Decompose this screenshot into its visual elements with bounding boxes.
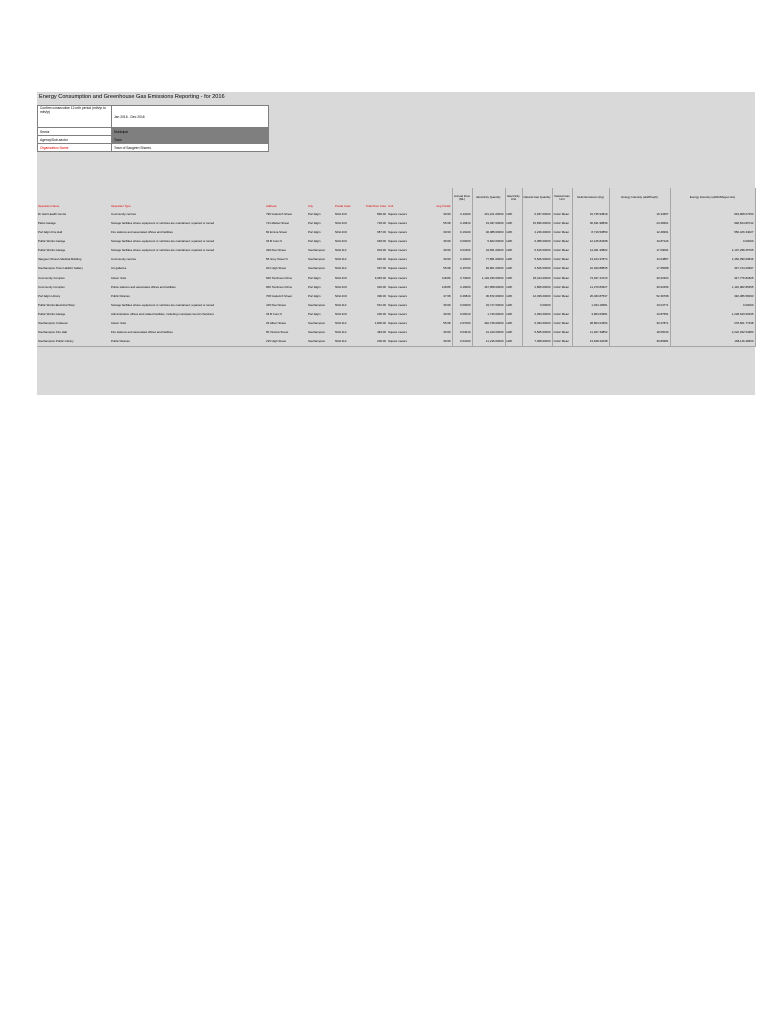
col-gas-unit[interactable]: Natural Gas Unit — [552, 188, 572, 210]
cell-unit[interactable]: Square meters — [388, 330, 407, 335]
cell-ghg[interactable]: 12,125.84298 — [572, 237, 609, 246]
cell-postal[interactable]: N0H 2L0 — [335, 266, 347, 271]
cell-type[interactable]: Fire stations and associated offices and facilities — [111, 330, 173, 335]
col-floor-area[interactable]: Total Floor Area — [365, 203, 386, 208]
cell-gas-qty[interactable]: 6,386.00000 — [522, 237, 552, 246]
cell-gas-unit[interactable]: Cubic Meter — [552, 210, 572, 219]
cell-type[interactable]: Art galleries — [111, 266, 127, 271]
cell-hours[interactable]: 118.86 — [441, 275, 451, 280]
cell-gas-unit[interactable]: Cubic Meter — [552, 255, 572, 264]
cell-elec-qty[interactable]: 101,101.00000 — [472, 210, 505, 219]
col-operation-type[interactable]: Operation Type — [111, 203, 131, 208]
cell-unit[interactable]: Square meters — [388, 230, 407, 235]
cell-elec-unit[interactable]: kWh — [505, 328, 522, 337]
cell-hours[interactable]: 55.98 — [443, 266, 451, 271]
cell-type[interactable]: Police stations and associated offices and facilities — [111, 284, 176, 289]
cell-gas-unit[interactable]: Cubic Meter — [552, 292, 572, 301]
cell-city[interactable]: Southampton — [307, 337, 334, 347]
cell-elec-qty[interactable]: 1,740.00000 — [472, 310, 505, 319]
cell-name[interactable]: Southampton Coliseum — [38, 320, 69, 325]
cell-elec-qty[interactable]: 492,748.00000 — [472, 319, 505, 328]
cell-city[interactable]: Southampton — [308, 248, 326, 253]
cell-ei-sqft[interactable]: 16.34357 — [609, 210, 670, 219]
cell-address[interactable]: 201 High Street — [266, 266, 287, 271]
cell-hours[interactable]: 55.98 — [443, 220, 451, 225]
cell-unit[interactable]: Square meters — [388, 293, 407, 298]
cell-elec-unit[interactable]: kWh — [505, 255, 522, 264]
cell-gas-qty[interactable]: 2,805.00000 — [522, 283, 552, 292]
cell-address[interactable]: 33 B Conc 6 — [266, 311, 282, 316]
cell-address[interactable]: 26 Albert Street — [266, 320, 286, 325]
cell-elec-qty[interactable]: 19,497.00000 — [472, 219, 505, 228]
cell-ei-sqft[interactable]: 13.64887 — [609, 255, 670, 264]
cell-ei-ml[interactable]: 2,222,032.54383 — [670, 328, 755, 337]
cell-name[interactable]: Saugeen Shores Medical Building — [38, 257, 82, 262]
cell-elec-qty[interactable]: 34,717.00000 — [472, 301, 505, 310]
cell-elec-unit[interactable]: kWh — [505, 246, 522, 255]
cell-postal[interactable]: N0H 2L0 — [335, 330, 347, 335]
cell-flow[interactable]: 3.73000 — [452, 274, 472, 283]
cell-ei-sqft[interactable]: 18.65040 — [609, 328, 670, 337]
cell-ei-ml[interactable]: 347,776.81825 — [670, 274, 755, 283]
cell-area[interactable]: 200.00 — [377, 311, 386, 316]
cell-elec-unit[interactable]: kWh — [505, 319, 522, 328]
cell-unit[interactable]: Square meters — [387, 337, 417, 347]
table-row — [37, 255, 755, 264]
cell-postal[interactable]: N0H 2L0 — [335, 302, 347, 307]
table-row — [37, 301, 755, 310]
cell-city[interactable]: Port Elgin — [308, 220, 321, 225]
cell-postal[interactable]: N0H 2C0 — [335, 275, 347, 280]
cell-city[interactable]: Port Elgin — [308, 293, 321, 298]
cell-type[interactable]: Storage facilities where equipment or vehicles are maintained, repaired or stored — [111, 302, 215, 307]
cell-unit[interactable]: Square meters — [388, 248, 407, 253]
cell-gas-unit[interactable]: Cubic Meter — [552, 274, 572, 283]
cell-city[interactable]: Port Elgin — [308, 230, 321, 235]
cell-type[interactable]: Fire stations and associated offices and facilities — [111, 230, 173, 235]
cell-elec-unit[interactable]: kWh — [505, 265, 522, 274]
cell-gas-qty[interactable]: 6,937.00000 — [522, 210, 552, 219]
cell-ei-sqft[interactable]: 10.04771 — [609, 301, 670, 310]
cell-name[interactable]: Public Works Garage — [38, 248, 66, 253]
cell-hours[interactable]: 55.98 — [443, 320, 451, 325]
cell-ei-sqft[interactable]: 24.28461 — [609, 219, 670, 228]
cell-flow[interactable]: 0.01000 — [452, 337, 472, 347]
cell-area[interactable]: 1,800.00 — [374, 320, 386, 325]
col-gas-quantity[interactable]: Natural Gas Quantity — [522, 188, 552, 210]
table-row — [37, 337, 755, 347]
cell-gas-qty[interactable]: 18,444.00000 — [522, 274, 552, 283]
table-row — [37, 228, 755, 237]
cell-gas-qty[interactable]: 5,526.00000 — [522, 255, 552, 264]
cell-gas-unit[interactable]: Cubic Meter — [552, 319, 572, 328]
col-annual-flow[interactable]: Annual Flow (ML) — [452, 188, 472, 210]
cell-ei-sqft[interactable]: 10.87126 — [609, 237, 670, 246]
cell-area[interactable]: 648.00 — [377, 239, 386, 244]
cell-ghg[interactable]: 1,034.16681 — [572, 301, 609, 310]
col-energy-intensity-ml[interactable]: Energy Intensity (ekWh/Mega Litre) — [670, 188, 755, 210]
cell-ei-ml[interactable]: 492,386.56093 — [670, 292, 755, 301]
cell-elec-unit[interactable]: kWh — [505, 210, 522, 219]
cell-name[interactable]: Public Works Garage — [38, 311, 66, 316]
cell-unit[interactable]: Square meters — [388, 320, 407, 325]
cell-gas-unit[interactable]: Cubic Meter — [552, 237, 572, 246]
cell-ghg[interactable]: 16,745.93819 — [572, 210, 609, 219]
cell-ghg[interactable]: 8,719.50850 — [572, 228, 609, 237]
cell-area[interactable]: 687.00 — [377, 230, 386, 235]
cell-flow[interactable]: 0.16100 — [452, 228, 472, 237]
cell-type[interactable]: Storage facilities where equipment or vehicles are maintained, repaired or stored — [111, 239, 215, 244]
cell-area[interactable]: 3,945.00 — [374, 275, 386, 280]
sector-value[interactable]: Municipal — [112, 128, 269, 136]
cell-address[interactable]: 50 Victoria Street — [266, 330, 289, 335]
cell-postal[interactable]: N0H 2C0 — [335, 239, 347, 244]
cell-gas-qty[interactable]: 6,393.00000 — [522, 319, 552, 328]
cell-elec-unit[interactable]: kWh — [505, 292, 522, 301]
col-operation-name[interactable]: Operation Name — [38, 203, 60, 208]
cell-ei-sqft[interactable]: 39.80681 — [609, 337, 670, 347]
cell-name[interactable]: Southampton Fire Hall — [38, 330, 67, 335]
cell-gas-qty[interactable]: 12,336.00000 — [522, 292, 552, 301]
cell-name[interactable]: Parks Garage — [38, 220, 56, 225]
cell-ei-ml[interactable]: 928,814.80742 — [670, 219, 755, 228]
table-row — [37, 219, 755, 228]
table-row — [37, 237, 755, 246]
cell-address[interactable]: 429 Peel Street — [266, 248, 286, 253]
cell-ei-ml[interactable]: 556,426.34027 — [670, 228, 755, 237]
cell-city[interactable]: Port Elgin — [308, 284, 321, 289]
table-row — [37, 283, 755, 292]
table-row — [37, 265, 755, 274]
cell-hours[interactable]: 39.99 — [443, 257, 451, 262]
cell-area[interactable]: 484.00 — [377, 330, 386, 335]
cell-hours[interactable]: 39.99 — [417, 337, 452, 347]
cell-address[interactable]: 56 Grey Street N — [266, 257, 288, 262]
cell-name[interactable]: Dr. Earl Health Centre — [38, 211, 67, 216]
cell-ei-ml[interactable]: 933,968.07253 — [670, 210, 755, 219]
info-row — [38, 128, 269, 136]
cell-area[interactable]: 390.00 — [377, 293, 386, 298]
cell-elec-unit[interactable]: kWh — [505, 237, 522, 246]
cell-address[interactable]: 796 Goderich Street — [266, 211, 292, 216]
cell-ghg[interactable]: 13,648.22038 — [572, 337, 609, 347]
period-value[interactable]: Jan 2016 - Dec 2016 — [112, 106, 269, 128]
table-row — [37, 319, 755, 328]
cell-city[interactable]: Southampton — [308, 320, 326, 325]
cell-city[interactable]: Port Elgin — [308, 275, 321, 280]
cell-postal[interactable]: N0H 2C0 — [335, 284, 347, 289]
col-city[interactable]: City — [308, 203, 313, 208]
cell-name[interactable]: Public Works Garage — [38, 239, 66, 244]
cell-ei-ml[interactable]: 0.00000 — [670, 237, 755, 246]
cell-unit[interactable]: Square meters — [388, 275, 407, 280]
cell-city[interactable]: Southampton — [308, 330, 326, 335]
cell-postal[interactable]: N0H 2L0 — [335, 257, 347, 262]
table-row — [37, 292, 755, 301]
cell-type[interactable]: Public libraries — [110, 337, 265, 347]
sector-label: Sector — [38, 128, 112, 136]
cell-type[interactable]: Indoor rinks — [111, 320, 127, 325]
cell-postal[interactable]: N0H 2L0 — [335, 320, 347, 325]
cell-gas-unit[interactable]: Cubic Meter — [552, 310, 572, 319]
cell-unit[interactable]: Square meters — [388, 220, 407, 225]
col-electricity-quantity[interactable]: Electricity Quantity — [472, 188, 505, 210]
cell-flow[interactable]: 0.10000 — [452, 255, 472, 264]
cell-ghg[interactable]: 30,631.98839 — [572, 219, 609, 228]
cell-area[interactable]: 697.00 — [377, 266, 386, 271]
cell-type[interactable]: Public libraries — [111, 293, 130, 298]
cell-elec-qty[interactable]: 46,088.00000 — [472, 228, 505, 237]
cell-name[interactable]: Community Complex — [38, 275, 65, 280]
cell-flow[interactable]: 0.03610 — [452, 328, 472, 337]
header-row — [37, 188, 755, 210]
cell-hours[interactable]: 39.99 — [443, 302, 451, 307]
cell-area[interactable]: 620.00 — [377, 284, 386, 289]
cell-address[interactable]: 215 High Street — [265, 337, 307, 347]
cell-hours[interactable]: 39.99 — [443, 230, 451, 235]
cell-gas-qty[interactable]: 4,246.00000 — [522, 228, 552, 237]
operations-table — [37, 188, 756, 347]
cell-postal[interactable]: N0H 2C0 — [335, 293, 347, 298]
cell-flow[interactable]: 0.19000 — [452, 283, 472, 292]
cell-address[interactable]: 82 Emma Street — [266, 230, 287, 235]
cell-city[interactable]: Port Elgin — [308, 211, 321, 216]
cell-type[interactable]: Storage facilities where equipment or vehicles are maintained, repaired or stored — [111, 220, 215, 225]
cell-area[interactable]: 866.00 — [377, 211, 386, 216]
col-unit[interactable]: Unit — [388, 203, 394, 208]
cell-elec-qty[interactable]: 44,561.00000 — [472, 246, 505, 255]
cell-city[interactable]: Southampton — [308, 257, 326, 262]
cell-type[interactable]: Administrative offices and related facilities, including municipal council chambers — [111, 311, 214, 316]
cell-elec-unit[interactable]: kWh — [505, 337, 522, 347]
cell-elec-unit[interactable]: kWh — [505, 219, 522, 228]
cell-ei-ml[interactable]: 1,107,298.25795 — [670, 246, 755, 255]
cell-name[interactable]: Southampton Public Library — [37, 337, 110, 347]
cell-gas-qty[interactable]: 2,093.00000 — [522, 310, 552, 319]
cell-elec-qty[interactable]: 36,872.00000 — [472, 292, 505, 301]
cell-elec-qty[interactable]: 1,104,330.00000 — [472, 274, 505, 283]
cell-elec-unit[interactable]: kWh — [505, 310, 522, 319]
agency-value[interactable]: Town — [112, 136, 269, 144]
cell-name[interactable]: Public Works Electrical Shop — [38, 302, 75, 307]
cell-gas-qty[interactable]: 7,008.00000 — [522, 337, 552, 347]
table-row — [37, 328, 755, 337]
col-postal-code[interactable]: Postal Code — [335, 203, 351, 208]
cell-ei-ml[interactable]: 278,601.77438 — [670, 319, 755, 328]
org-name-label: Organization Name — [38, 144, 112, 152]
cell-area[interactable]: 200.00 — [357, 337, 387, 347]
cell-area[interactable]: 604.00 — [377, 248, 386, 253]
cell-address[interactable]: 708 Goderich Street — [266, 293, 292, 298]
cell-ei-ml[interactable]: 437,744.20997 — [670, 265, 755, 274]
cell-hours[interactable]: 39.99 — [443, 211, 451, 216]
cell-flow[interactable]: 2.07000 — [452, 319, 472, 328]
cell-ei-sqft[interactable]: 30.27871 — [609, 319, 670, 328]
cell-type[interactable]: Community centres — [111, 257, 136, 262]
cell-ghg[interactable]: 26,463.87537 — [572, 292, 609, 301]
cell-elec-qty[interactable]: 11,216.00000 — [472, 337, 505, 347]
table-row — [37, 310, 755, 319]
cell-ei-sqft[interactable]: 30.62264 — [609, 274, 670, 283]
cell-postal[interactable]: N0H 2C0 — [335, 230, 347, 235]
cell-type[interactable]: Community centres — [111, 211, 136, 216]
cell-gas-qty[interactable]: 0.00000 — [522, 301, 552, 310]
cell-postal[interactable]: N0H 2C0 — [335, 211, 347, 216]
col-ghg-emissions[interactable]: GHG Emissions (Kg) — [572, 188, 609, 210]
cell-unit[interactable]: Square meters — [388, 266, 407, 271]
cell-flow[interactable]: 0.00000 — [452, 237, 472, 246]
info-row — [38, 136, 269, 144]
cell-flow[interactable]: 0.11000 — [452, 210, 472, 219]
cell-ei-sqft[interactable]: 52.36798 — [609, 292, 670, 301]
cell-address[interactable]: 741 Market Street — [266, 220, 289, 225]
cell-gas-unit[interactable]: Cubic Meter — [552, 246, 572, 255]
cell-unit[interactable]: Square meters — [388, 284, 407, 289]
cell-type[interactable]: Storage facilities where equipment or vehicles are maintained, repaired or stored — [111, 248, 215, 253]
table-row — [37, 274, 755, 283]
cell-gas-unit[interactable]: Cubic Meter — [552, 328, 572, 337]
cell-flow[interactable]: 0.00000 — [452, 301, 472, 310]
col-address[interactable]: Address — [266, 203, 277, 208]
cell-elec-unit[interactable]: kWh — [505, 228, 522, 237]
cell-gas-unit[interactable]: Cubic Meter — [552, 228, 572, 237]
cell-ei-ml[interactable]: 1,110,082.85355 — [670, 283, 755, 292]
cell-flow[interactable]: 0.01600 — [452, 246, 472, 255]
cell-hours[interactable]: 39.99 — [443, 330, 451, 335]
cell-ei-ml[interactable]: 168,116.48463 — [670, 337, 755, 347]
cell-elec-qty[interactable]: 167,958.00000 — [472, 283, 505, 292]
cell-area[interactable]: 718.00 — [377, 220, 386, 225]
col-electricity-unit[interactable]: Electricity Unit — [505, 188, 522, 210]
cell-flow[interactable]: 0.46810 — [452, 292, 472, 301]
cell-gas-unit[interactable]: Cubic Meter — [552, 219, 572, 228]
cell-unit[interactable]: Square meters — [388, 211, 407, 216]
cell-city[interactable]: Port Elgin — [308, 239, 321, 244]
cell-area[interactable]: 531.00 — [377, 302, 386, 307]
cell-type[interactable]: Indoor rinks — [111, 275, 127, 280]
cell-gas-unit[interactable]: Cubic Meter — [552, 283, 572, 292]
cell-name[interactable]: Port Elgin Fire Hall — [38, 230, 63, 235]
report-title: Energy Consumption and Greenhouse Gas Emissions Reporting - for 2016 — [39, 94, 225, 100]
cell-flow[interactable]: 0.06010 — [452, 310, 472, 319]
cell-ghg[interactable]: 28,804.03354 — [572, 319, 609, 328]
table-row — [37, 210, 755, 219]
cell-postal[interactable]: N0H 2C0 — [335, 220, 347, 225]
cell-unit[interactable]: Square meters — [388, 257, 407, 262]
cell-hours[interactable]: 39.99 — [443, 248, 451, 253]
cell-gas-qty[interactable]: 15,836.00000 — [522, 219, 552, 228]
org-name-value[interactable]: Town of Saugeen Shores — [112, 144, 269, 152]
cell-address[interactable]: 415 Peel Street — [266, 302, 286, 307]
cell-gas-unit[interactable]: Cubic Meter — [552, 337, 572, 347]
cell-ei-ml[interactable]: 1,228,643.09435 — [670, 310, 755, 319]
cell-gas-unit[interactable]: Cubic Meter — [552, 265, 572, 274]
info-row — [38, 144, 269, 152]
cell-elec-qty[interactable]: 41,310.00000 — [472, 328, 505, 337]
cell-city[interactable]: Southampton — [308, 302, 326, 307]
cell-address[interactable]: 600 Tomlinson Drive — [266, 275, 293, 280]
cell-ghg[interactable]: 11,270.83627 — [572, 283, 609, 292]
cell-ghg[interactable]: 11,947.49852 — [572, 328, 609, 337]
cell-flow[interactable]: 0.16700 — [452, 265, 472, 274]
table-row — [37, 246, 755, 255]
cell-address[interactable]: 600 Tomlinson Drive — [266, 284, 293, 289]
cell-ei-sqft[interactable]: 10.87551 — [609, 310, 670, 319]
info-row — [38, 106, 269, 128]
cell-area[interactable]: 930.00 — [377, 257, 386, 262]
cell-ghg[interactable]: 3,964.60681 — [572, 310, 609, 319]
cell-elec-unit[interactable]: kWh — [505, 283, 522, 292]
cell-ei-sqft[interactable]: 12.48261 — [609, 228, 670, 237]
cell-unit[interactable]: Square meters — [388, 239, 407, 244]
cell-gas-qty[interactable]: 3,526.00000 — [522, 265, 552, 274]
cell-ghg[interactable]: 10,043.88835 — [572, 265, 609, 274]
cell-ghg[interactable]: 13,164.37874 — [572, 255, 609, 264]
cell-hours[interactable]: 39.99 — [443, 311, 451, 316]
cell-elec-qty[interactable]: 84,861.00000 — [472, 265, 505, 274]
cell-postal[interactable]: N0H 2L0 — [335, 248, 347, 253]
cell-city[interactable]: Southampton — [308, 266, 326, 271]
cell-elec-qty[interactable]: 77,851.00000 — [472, 255, 505, 264]
cell-elec-qty[interactable]: 5,822.00000 — [472, 237, 505, 246]
cell-postal[interactable]: N0H 2C0 — [335, 311, 347, 316]
cell-city[interactable]: Port Elgin — [308, 311, 321, 316]
cell-gas-unit[interactable] — [552, 301, 572, 310]
col-energy-intensity-sqft[interactable]: Energy Intensity (ekWh/sqft) — [609, 188, 670, 210]
cell-elec-unit[interactable]: kWh — [505, 301, 522, 310]
cell-hours[interactable]: 118.86 — [441, 284, 451, 289]
cell-gas-qty[interactable]: 5,505.00000 — [522, 328, 552, 337]
report-info-table — [37, 105, 269, 152]
cell-ghg[interactable]: 14,461.39802 — [572, 246, 609, 255]
cell-hours[interactable]: 39.99 — [443, 239, 451, 244]
cell-ei-ml[interactable]: 0.00000 — [670, 301, 755, 310]
col-avg-hours[interactable]: Avg hrs/wk — [436, 203, 451, 208]
cell-hours[interactable]: 47.98 — [443, 293, 451, 298]
cell-name[interactable]: Community Complex — [38, 284, 65, 289]
cell-ei-sqft[interactable]: 30.62256 — [609, 283, 670, 292]
cell-gas-qty[interactable]: 6,616.00000 — [522, 246, 552, 255]
cell-ei-sqft[interactable]: 17.09091 — [609, 246, 670, 255]
cell-ei-ml[interactable]: 1,352,090.06846 — [670, 255, 755, 264]
cell-unit[interactable]: Square meters — [388, 311, 407, 316]
cell-unit[interactable]: Square meters — [388, 302, 407, 307]
period-label: Confirm consecutive 12-mth period (mth/yr to mth/yr) — [38, 106, 112, 128]
cell-ei-sqft[interactable]: 17.65088 — [609, 265, 670, 274]
cell-address[interactable]: 33 B Conc 6 — [266, 239, 282, 244]
agency-label: Agency/Sub-sector — [38, 136, 112, 144]
cell-ghg[interactable]: 74,027.44723 — [572, 274, 609, 283]
cell-name[interactable]: Port Elgin Library — [38, 293, 61, 298]
cell-name[interactable]: Southampton Town Hall/Art Gallery — [38, 266, 83, 271]
cell-flow[interactable]: 0.16810 — [452, 219, 472, 228]
cell-elec-unit[interactable]: kWh — [505, 274, 522, 283]
cell-postal[interactable]: N0H 2L0 — [334, 337, 357, 347]
